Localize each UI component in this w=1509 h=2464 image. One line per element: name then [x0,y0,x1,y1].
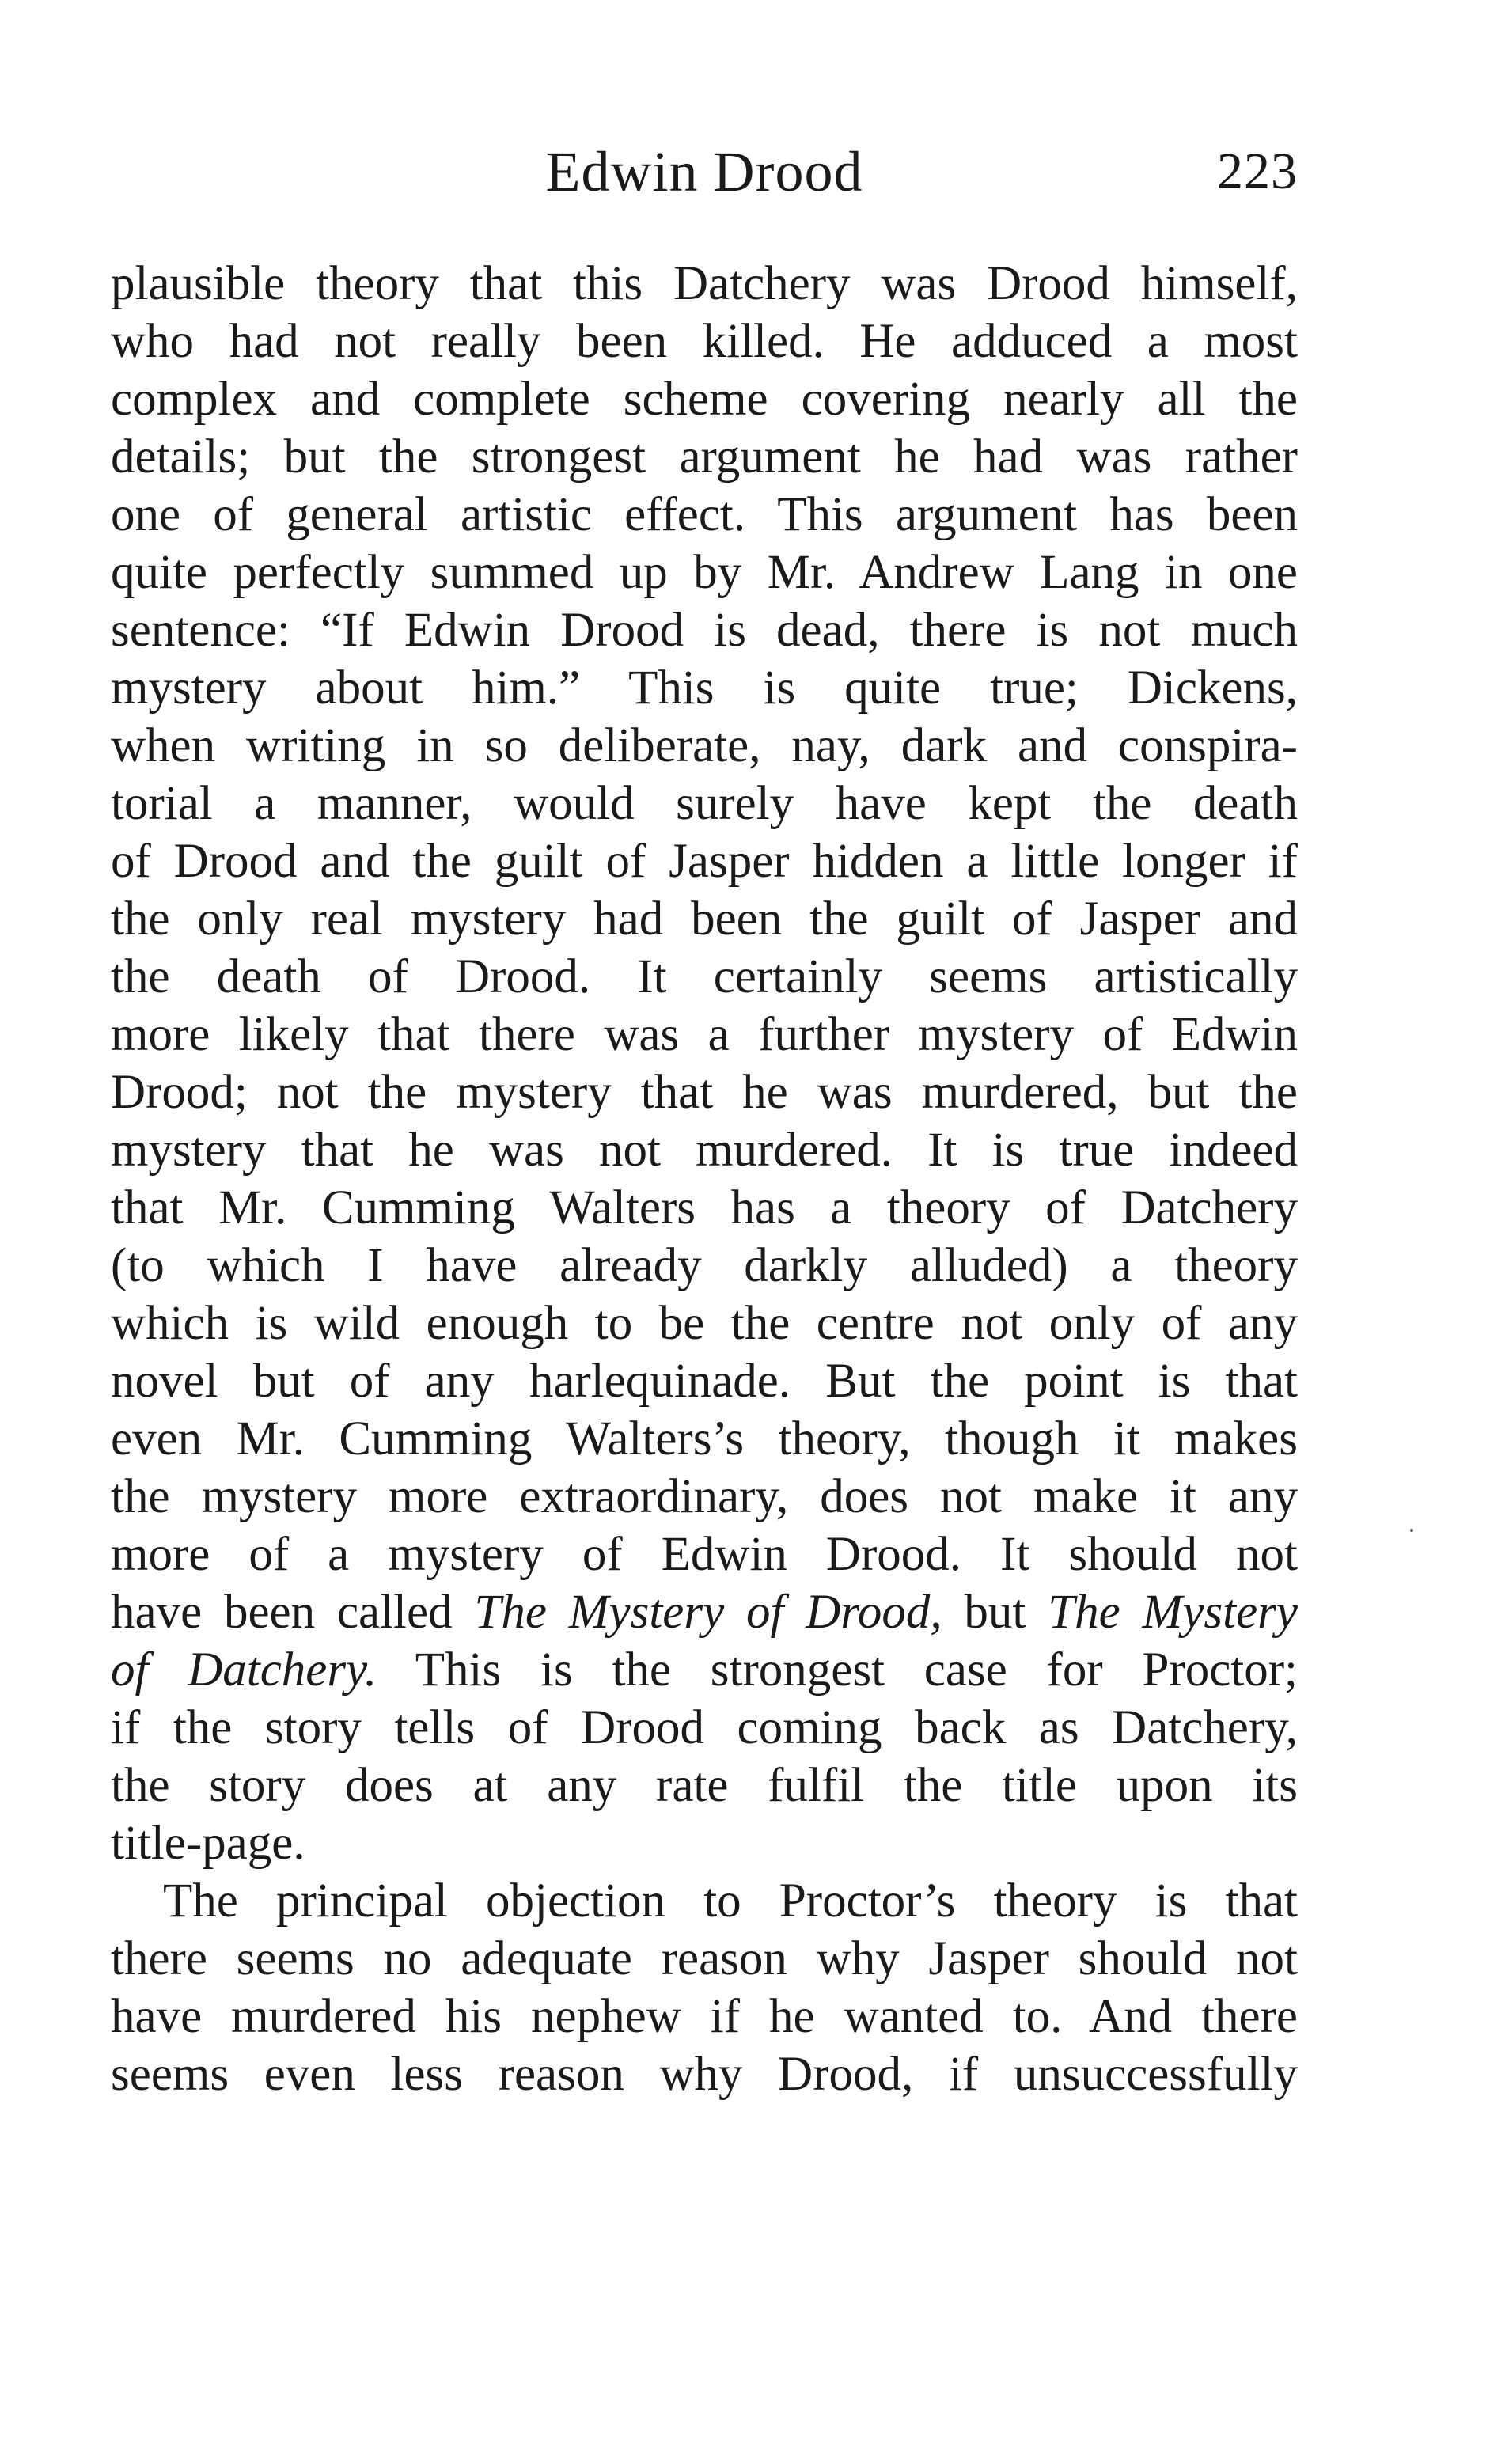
text-line: (to which I have already darkly alluded) a theory [111,1239,1298,1292]
text-line: mystery that he was not murdered. It is true indeed [111,1124,1298,1177]
text-line: quite perfectly summed up by Mr. Andrew Lang in one [111,546,1298,599]
text-line: one of general artistic effect. This argument has been [111,488,1298,541]
paragraph-2 [111,1872,1298,2103]
text-line: title-page. [111,1817,305,1870]
text-line: novel but of any harlequinade. But the point is that [111,1355,1298,1408]
text-line: details; but the strongest argument he had was rather [111,430,1298,483]
body-text [111,255,1298,2103]
text-line: Drood; not the mystery that he was murdered, but the [111,1066,1298,1119]
text-line: sentence: “If Edwin Drood is dead, there is not much [111,604,1298,657]
text-run: but [942,1586,1048,1639]
text-line: complex and complete scheme covering nearly all the [111,373,1298,426]
text-line: The principal objection to Proctor’s theory is that [163,1875,1298,1928]
text-line: there seems no adequate reason why Jasper should not [111,1932,1298,1985]
text-line: plausible theory that this Datchery was Drood himself, [111,257,1298,310]
text-line: more of a mystery of Edwin Drood. It should not [111,1528,1298,1581]
text-line: when writing in so deliberate, nay, dark and conspira- [111,719,1298,772]
book-title-italic: The Mystery of Drood, [474,1586,942,1639]
text-line [111,1641,1298,1699]
text-line: torial a manner, would surely have kept the death [111,777,1298,830]
running-head [111,136,1298,207]
text-line: the only real mystery had been the guilt of Jasper and [111,893,1298,946]
text-line: the death of Drood. It certainly seems artistically [111,950,1298,1003]
stray-ink-dot [1410,1529,1413,1532]
text-line: that Mr. Cumming Walters has a theory of Datchery [111,1181,1298,1234]
page-number: 223 [1217,142,1298,200]
text-line: if the story tells of Drood coming back as Datchery, [111,1701,1298,1754]
book-title-italic: of Datchery. [111,1643,377,1696]
paragraph-1 [111,255,1298,1872]
text-line: more likely that there was a further mystery of Edwin [111,1008,1298,1061]
text-line: even Mr. Cumming Walters’s theory, though it makes [111,1412,1298,1465]
text-line: the story does at any rate fulfil the title upon its [111,1759,1298,1812]
text-line: the mystery more extraordinary, does not make it any [111,1470,1298,1523]
running-title: Edwin Drood [545,140,863,203]
text-line: who had not really been killed. He adduced a most [111,315,1298,368]
text-run: This is the strongest case for Proctor; [377,1643,1298,1696]
text-line [111,1583,1298,1641]
text-line: seems even less reason why Drood, if unsuccessfully [111,2048,1298,2101]
text-line: mystery about him.” This is quite true; Dickens, [111,661,1298,715]
text-line: have murdered his nephew if he wanted to. And there [111,1990,1298,2043]
text-line: which is wild enough to be the centre not only of any [111,1297,1298,1350]
book-title-italic: The Mystery [1048,1586,1298,1639]
text-line: of Drood and the guilt of Jasper hidden a little longer if [111,835,1298,888]
text-run: have been called [111,1586,475,1639]
